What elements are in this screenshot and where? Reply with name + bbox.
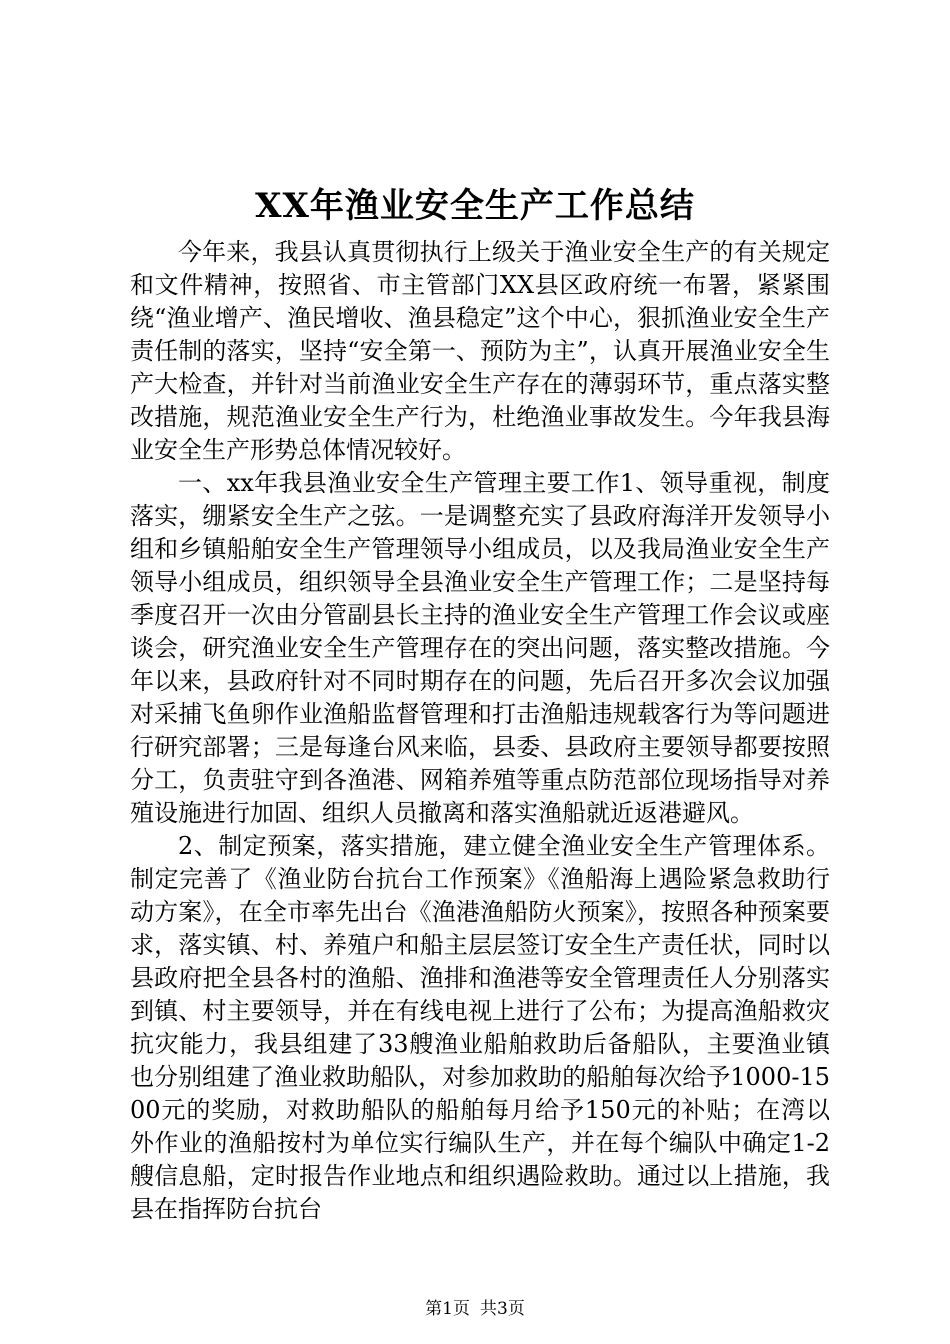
paragraph: 今年来，我县认真贯彻执行上级关于渔业安全生产的有关规定和文件精神，按照省、市主管部门XX县区政府统一布署，紧紧围绕“渔业增产、渔民增收、渔县稳定”这个中心，狠抓渔业安全生产责任制的落实，坚持“安全第一、预防为主”，认真开展渔业安全生产大检查，并针对当前渔业安全生产存在的薄弱环节，重点落实整改措施，规范渔业安全生产行为，杜绝渔业事故发生。今年我县海业安全生产形势总体情况较好。	[130, 238, 830, 464]
document-body	[130, 236, 830, 1226]
page-number: 第1页	[425, 1299, 470, 1319]
paragraph: 2、制定预案，落实措施，建立健全渔业安全生产管理体系。制定完善了《渔业防台抗台工作预案》《渔船海上遇险紧急救助行动方案》，在全市率先出台《渔港渔船防火预案》，按照各种预案要求，落实镇、村、养殖户和船主层层签订安全生产责任状，同时以县政府把全县各村的渔船、渔排和渔港等安全管理责任人分别落实到镇、村主要领导，并在有线电视上进行了公布；为提高渔船救灾抗灾能力，我县组建了33艘渔业船舶救助后备船队，主要渔业镇也分别组建了渔业救助船队，对参加救助的船舶每次给予1000-1500元的奖励，对救助船队的船舶每月给予150元的补贴；在湾以外作业的渔船按村为单位实行编队生产，并在每个编队中确定1-2艘信息船，定时报告作业地点和组织遇险救助。通过以上措施，我县在指挥防台抗台	[130, 832, 830, 1223]
page-footer	[0, 1297, 950, 1321]
paragraph: 一、xx年我县渔业安全生产管理主要工作1、领导重视，制度落实，绷紧安全生产之弦。一是调整充实了县政府海洋开发领导小组和乡镇船舶安全生产管理领导小组成员，以及我局渔业安全生产领导小组成员，组织领导全县渔业安全生产管理工作；二是坚持每季度召开一次由分管副县长主持的渔业安全生产管理工作会议或座谈会，研究渔业安全生产管理存在的突出问题，落实整改措施。今年以来，县政府针对不同时期存在的问题，先后召开多次会议加强对采捕飞鱼卵作业渔船监督管理和打击渔船违规载客行为等问题进行研究部署；三是每逢台风来临，县委、县政府主要领导都要按照分工，负责驻守到各渔港、网箱养殖等重点防范部位现场指导对养殖设施进行加固、组织人员撤离和落实渔船就近返港避风。	[130, 469, 830, 827]
document-title: XX年渔业安全生产工作总结	[255, 186, 695, 226]
page-total: 共3页	[480, 1299, 525, 1319]
